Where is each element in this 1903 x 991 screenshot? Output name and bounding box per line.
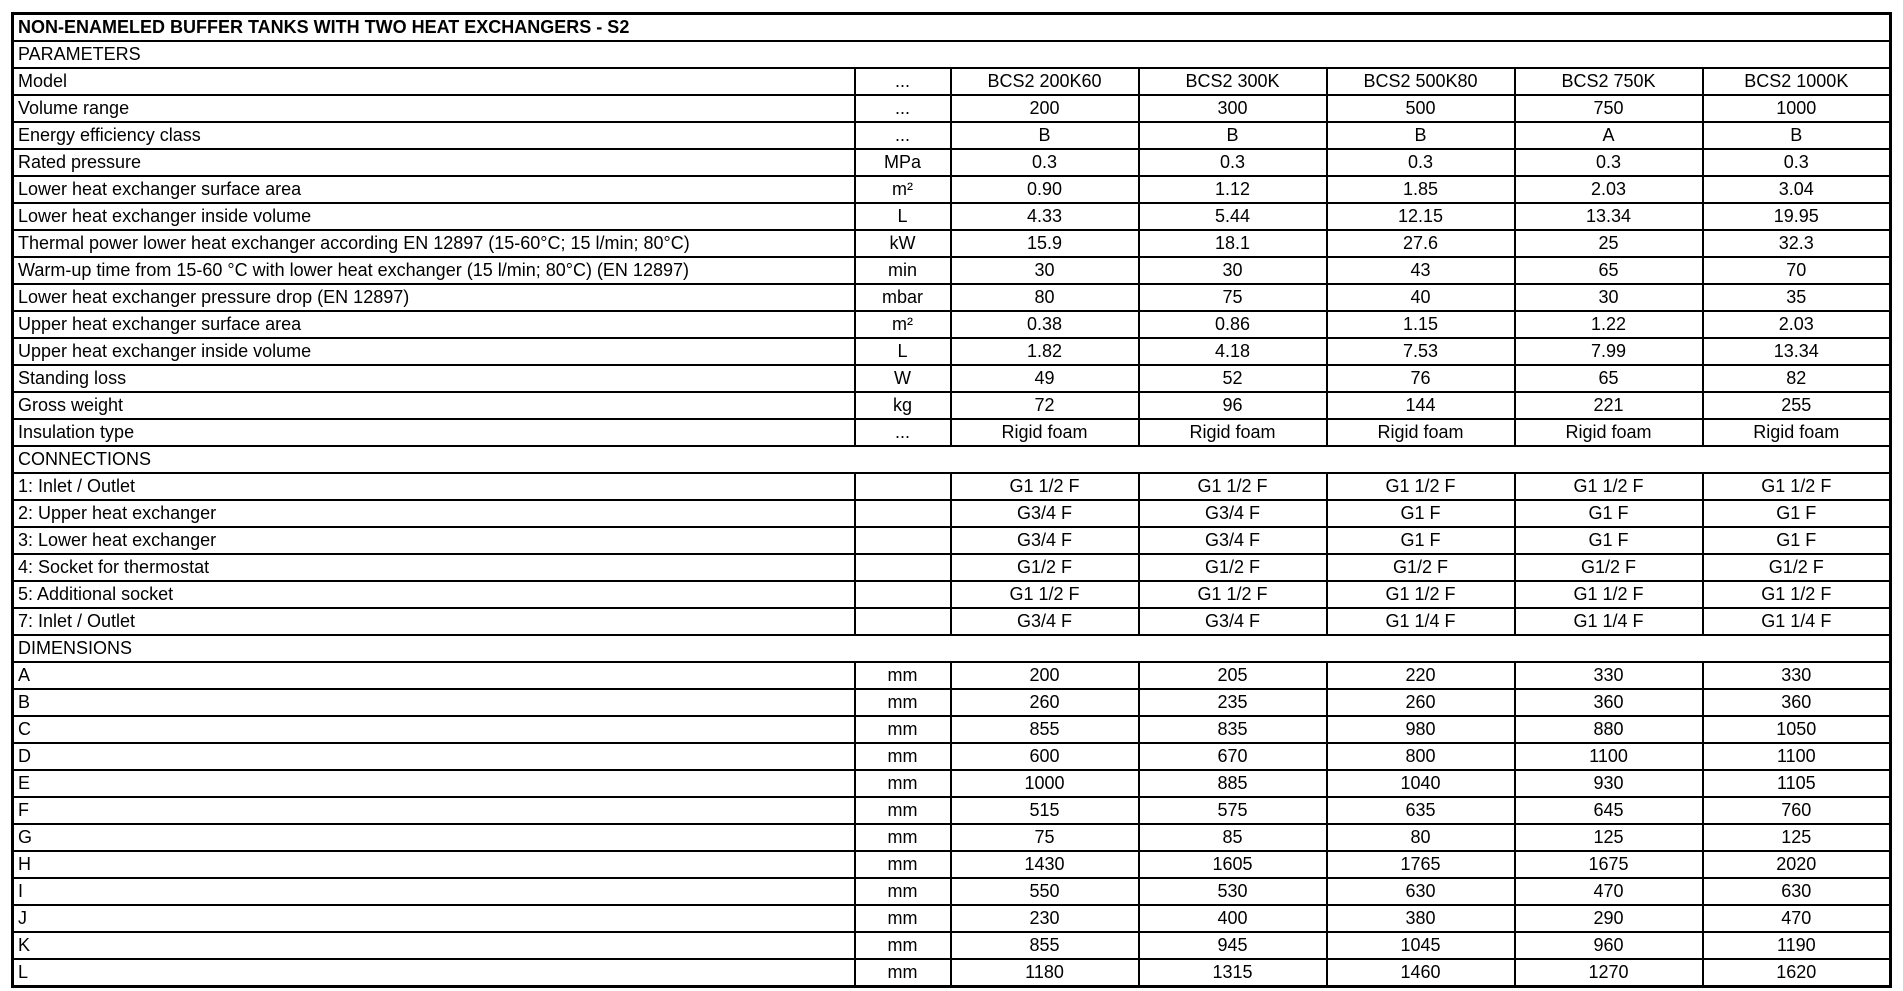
row-label: Upper heat exchanger inside volume <box>13 338 855 365</box>
row-value: 1190 <box>1703 932 1891 959</box>
row-unit: L <box>855 203 951 230</box>
row-value: 4.18 <box>1139 338 1327 365</box>
row-value: 645 <box>1515 797 1703 824</box>
row-value: BCS2 1000K <box>1703 68 1891 95</box>
row-value: BCS2 500K80 <box>1327 68 1515 95</box>
row-value: 2020 <box>1703 851 1891 878</box>
row-value: 945 <box>1139 932 1327 959</box>
row-value: 1045 <box>1327 932 1515 959</box>
row-unit <box>855 554 951 581</box>
row-value: G1 1/2 F <box>1515 473 1703 500</box>
row-value: 76 <box>1327 365 1515 392</box>
row-value: 35 <box>1703 284 1891 311</box>
row-value: BCS2 750K <box>1515 68 1703 95</box>
row-value: 330 <box>1515 662 1703 689</box>
row-value: 75 <box>1139 284 1327 311</box>
row-label: Energy efficiency class <box>13 122 855 149</box>
table-row <box>13 284 1891 311</box>
row-label: Lower heat exchanger surface area <box>13 176 855 203</box>
row-value: 255 <box>1703 392 1891 419</box>
row-value: 80 <box>951 284 1139 311</box>
table-row <box>13 338 1891 365</box>
row-unit: W <box>855 365 951 392</box>
row-value: 1620 <box>1703 959 1891 987</box>
row-unit: kg <box>855 392 951 419</box>
row-value: Rigid foam <box>1327 419 1515 446</box>
row-unit: mm <box>855 770 951 797</box>
row-value: G1 1/4 F <box>1327 608 1515 635</box>
row-unit: mm <box>855 662 951 689</box>
row-label: Rated pressure <box>13 149 855 176</box>
row-value: 1315 <box>1139 959 1327 987</box>
row-value: 52 <box>1139 365 1327 392</box>
row-label: Lower heat exchanger pressure drop (EN 12897) <box>13 284 855 311</box>
row-value: BCS2 300K <box>1139 68 1327 95</box>
section-header-row <box>13 635 1891 662</box>
row-value: 1105 <box>1703 770 1891 797</box>
row-unit: m² <box>855 311 951 338</box>
row-value: G1 1/2 F <box>1139 473 1327 500</box>
table-row <box>13 311 1891 338</box>
row-value: 2.03 <box>1703 311 1891 338</box>
row-label: Volume range <box>13 95 855 122</box>
row-label: Gross weight <box>13 392 855 419</box>
table-row <box>13 68 1891 95</box>
row-value: B <box>1139 122 1327 149</box>
row-label: Lower heat exchanger inside volume <box>13 203 855 230</box>
table-row <box>13 743 1891 770</box>
row-value: Rigid foam <box>951 419 1139 446</box>
section-header-connections: CONNECTIONS <box>13 446 1891 473</box>
row-label: A <box>13 662 855 689</box>
row-unit: ... <box>855 419 951 446</box>
row-value: 1.22 <box>1515 311 1703 338</box>
row-value: B <box>1327 122 1515 149</box>
row-value: G1 1/2 F <box>1327 581 1515 608</box>
row-label: 3: Lower heat exchanger <box>13 527 855 554</box>
row-value: G1 1/4 F <box>1515 608 1703 635</box>
row-value: 32.3 <box>1703 230 1891 257</box>
row-value: 630 <box>1327 878 1515 905</box>
row-label: 5: Additional socket <box>13 581 855 608</box>
row-value: G1 1/2 F <box>1139 581 1327 608</box>
row-unit: MPa <box>855 149 951 176</box>
row-unit: mm <box>855 851 951 878</box>
row-value: 1040 <box>1327 770 1515 797</box>
row-value: 0.3 <box>951 149 1139 176</box>
row-value: 4.33 <box>951 203 1139 230</box>
table-row <box>13 500 1891 527</box>
row-value: 2.03 <box>1515 176 1703 203</box>
row-value: 1.85 <box>1327 176 1515 203</box>
row-value: 82 <box>1703 365 1891 392</box>
row-unit: mm <box>855 905 951 932</box>
row-label: Upper heat exchanger surface area <box>13 311 855 338</box>
row-value: 13.34 <box>1703 338 1891 365</box>
row-unit <box>855 473 951 500</box>
row-value: G3/4 F <box>951 500 1139 527</box>
row-value: 125 <box>1515 824 1703 851</box>
row-value: 980 <box>1327 716 1515 743</box>
row-value: 43 <box>1327 257 1515 284</box>
row-value: 0.86 <box>1139 311 1327 338</box>
table-row <box>13 959 1891 987</box>
section-header-row <box>13 446 1891 473</box>
row-value: 515 <box>951 797 1139 824</box>
table-row <box>13 851 1891 878</box>
row-value: 0.38 <box>951 311 1139 338</box>
row-value: G1 1/2 F <box>951 473 1139 500</box>
table-row <box>13 797 1891 824</box>
table-title: NON-ENAMELED BUFFER TANKS WITH TWO HEAT EXCHANGERS - S2 <box>13 14 1891 42</box>
row-value: G1 F <box>1515 500 1703 527</box>
row-value: 380 <box>1327 905 1515 932</box>
table-row <box>13 392 1891 419</box>
row-value: 96 <box>1139 392 1327 419</box>
row-value: 0.3 <box>1139 149 1327 176</box>
section-header-row <box>13 41 1891 68</box>
row-label: B <box>13 689 855 716</box>
row-value: G1 F <box>1327 500 1515 527</box>
row-value: 600 <box>951 743 1139 770</box>
row-value: 880 <box>1515 716 1703 743</box>
row-value: 72 <box>951 392 1139 419</box>
row-value: 18.1 <box>1139 230 1327 257</box>
row-unit: mm <box>855 797 951 824</box>
table-row <box>13 554 1891 581</box>
row-label: 7: Inlet / Outlet <box>13 608 855 635</box>
row-value: B <box>1703 122 1891 149</box>
row-value: 1460 <box>1327 959 1515 987</box>
row-value: G3/4 F <box>1139 527 1327 554</box>
row-value: 300 <box>1139 95 1327 122</box>
row-value: 65 <box>1515 365 1703 392</box>
row-value: 360 <box>1703 689 1891 716</box>
row-unit: mm <box>855 959 951 987</box>
row-value: 1430 <box>951 851 1139 878</box>
row-label: D <box>13 743 855 770</box>
section-header-dimensions: DIMENSIONS <box>13 635 1891 662</box>
row-value: 3.04 <box>1703 176 1891 203</box>
row-value: 960 <box>1515 932 1703 959</box>
row-unit: m² <box>855 176 951 203</box>
table-row <box>13 770 1891 797</box>
row-value: Rigid foam <box>1515 419 1703 446</box>
row-label: F <box>13 797 855 824</box>
table-row <box>13 122 1891 149</box>
table-row <box>13 365 1891 392</box>
row-value: B <box>951 122 1139 149</box>
row-value: 470 <box>1703 905 1891 932</box>
row-value: 0.3 <box>1703 149 1891 176</box>
row-value: 360 <box>1515 689 1703 716</box>
row-label: L <box>13 959 855 987</box>
table-row <box>13 527 1891 554</box>
row-value: 1100 <box>1515 743 1703 770</box>
row-label: 2: Upper heat exchanger <box>13 500 855 527</box>
table-row <box>13 716 1891 743</box>
table-row <box>13 419 1891 446</box>
row-value: G3/4 F <box>951 527 1139 554</box>
row-value: 330 <box>1703 662 1891 689</box>
table-row <box>13 95 1891 122</box>
row-value: Rigid foam <box>1139 419 1327 446</box>
row-value: 1000 <box>1703 95 1891 122</box>
row-value: 230 <box>951 905 1139 932</box>
table-row <box>13 689 1891 716</box>
row-value: 0.3 <box>1327 149 1515 176</box>
table-row <box>13 932 1891 959</box>
row-value: BCS2 200K60 <box>951 68 1139 95</box>
row-value: G1 1/2 F <box>951 581 1139 608</box>
row-value: 25 <box>1515 230 1703 257</box>
row-value: 125 <box>1703 824 1891 851</box>
row-value: 930 <box>1515 770 1703 797</box>
row-unit <box>855 608 951 635</box>
row-value: 760 <box>1703 797 1891 824</box>
title-row <box>13 14 1891 42</box>
row-value: 835 <box>1139 716 1327 743</box>
row-value: 220 <box>1327 662 1515 689</box>
row-value: 80 <box>1327 824 1515 851</box>
row-value: 630 <box>1703 878 1891 905</box>
row-value: 30 <box>1139 257 1327 284</box>
row-value: 855 <box>951 716 1139 743</box>
row-label: I <box>13 878 855 905</box>
row-value: G1 1/2 F <box>1515 581 1703 608</box>
table-row <box>13 905 1891 932</box>
row-value: 1.82 <box>951 338 1139 365</box>
row-value: G1 1/2 F <box>1703 581 1891 608</box>
row-unit: ... <box>855 95 951 122</box>
row-unit <box>855 527 951 554</box>
row-label: Thermal power lower heat exchanger according EN 12897 (15-60°C; 15 l/min; 80°C) <box>13 230 855 257</box>
row-unit <box>855 581 951 608</box>
table-row <box>13 581 1891 608</box>
row-value: 200 <box>951 95 1139 122</box>
row-value: 0.90 <box>951 176 1139 203</box>
row-unit: mm <box>855 716 951 743</box>
row-value: 30 <box>951 257 1139 284</box>
row-unit: ... <box>855 68 951 95</box>
row-value: 575 <box>1139 797 1327 824</box>
row-label: C <box>13 716 855 743</box>
row-value: 800 <box>1327 743 1515 770</box>
row-value: G3/4 F <box>951 608 1139 635</box>
row-unit: mm <box>855 878 951 905</box>
row-value: 1765 <box>1327 851 1515 878</box>
row-value: 7.53 <box>1327 338 1515 365</box>
row-value: G3/4 F <box>1139 608 1327 635</box>
row-value: 1270 <box>1515 959 1703 987</box>
row-value: G1 F <box>1703 500 1891 527</box>
table-row <box>13 176 1891 203</box>
row-value: 400 <box>1139 905 1327 932</box>
row-value: 1100 <box>1703 743 1891 770</box>
row-value: 27.6 <box>1327 230 1515 257</box>
row-value: 750 <box>1515 95 1703 122</box>
row-label: Model <box>13 68 855 95</box>
row-value: 260 <box>1327 689 1515 716</box>
row-value: 85 <box>1139 824 1327 851</box>
row-value: 1675 <box>1515 851 1703 878</box>
table-row <box>13 149 1891 176</box>
row-unit: kW <box>855 230 951 257</box>
row-value: 5.44 <box>1139 203 1327 230</box>
spec-table <box>11 12 1892 988</box>
row-value: 205 <box>1139 662 1327 689</box>
row-value: G1/2 F <box>1327 554 1515 581</box>
row-unit: mm <box>855 689 951 716</box>
row-unit: mm <box>855 932 951 959</box>
row-unit: ... <box>855 122 951 149</box>
row-value: G1 F <box>1327 527 1515 554</box>
row-value: 15.9 <box>951 230 1139 257</box>
row-label: Standing loss <box>13 365 855 392</box>
row-value: 1050 <box>1703 716 1891 743</box>
table-row <box>13 878 1891 905</box>
row-unit: L <box>855 338 951 365</box>
row-value: 221 <box>1515 392 1703 419</box>
row-label: E <box>13 770 855 797</box>
row-value: 75 <box>951 824 1139 851</box>
row-unit <box>855 500 951 527</box>
row-value: 290 <box>1515 905 1703 932</box>
row-value: G1 1/4 F <box>1703 608 1891 635</box>
row-value: 260 <box>951 689 1139 716</box>
row-label: Warm-up time from 15-60 °C with lower heat exchanger (15 l/min; 80°C) (EN 12897) <box>13 257 855 284</box>
table-row <box>13 203 1891 230</box>
row-value: 855 <box>951 932 1139 959</box>
row-value: G1/2 F <box>1139 554 1327 581</box>
row-value: 1.15 <box>1327 311 1515 338</box>
row-value: 550 <box>951 878 1139 905</box>
row-value: Rigid foam <box>1703 419 1891 446</box>
row-value: 40 <box>1327 284 1515 311</box>
row-value: 1000 <box>951 770 1139 797</box>
section-header-parameters: PARAMETERS <box>13 41 1891 68</box>
row-value: G1 F <box>1515 527 1703 554</box>
row-value: 49 <box>951 365 1139 392</box>
row-value: 144 <box>1327 392 1515 419</box>
row-value: G1/2 F <box>1515 554 1703 581</box>
row-unit: mm <box>855 824 951 851</box>
row-value: 500 <box>1327 95 1515 122</box>
row-unit: mm <box>855 743 951 770</box>
row-value: G1 F <box>1703 527 1891 554</box>
row-value: 7.99 <box>1515 338 1703 365</box>
row-value: 470 <box>1515 878 1703 905</box>
row-value: 0.3 <box>1515 149 1703 176</box>
row-value: 530 <box>1139 878 1327 905</box>
row-value: 65 <box>1515 257 1703 284</box>
row-value: 1180 <box>951 959 1139 987</box>
table-row <box>13 824 1891 851</box>
table-row <box>13 608 1891 635</box>
row-label: G <box>13 824 855 851</box>
row-value: A <box>1515 122 1703 149</box>
row-value: 70 <box>1703 257 1891 284</box>
row-unit: mbar <box>855 284 951 311</box>
row-label: K <box>13 932 855 959</box>
row-unit: min <box>855 257 951 284</box>
row-value: 1605 <box>1139 851 1327 878</box>
table-row <box>13 662 1891 689</box>
row-value: 1.12 <box>1139 176 1327 203</box>
row-value: G1/2 F <box>951 554 1139 581</box>
row-label: Insulation type <box>13 419 855 446</box>
row-value: 13.34 <box>1515 203 1703 230</box>
row-value: 30 <box>1515 284 1703 311</box>
row-value: G3/4 F <box>1139 500 1327 527</box>
row-value: 635 <box>1327 797 1515 824</box>
row-value: 19.95 <box>1703 203 1891 230</box>
row-value: G1/2 F <box>1703 554 1891 581</box>
row-value: G1 1/2 F <box>1703 473 1891 500</box>
table-row <box>13 473 1891 500</box>
row-value: 235 <box>1139 689 1327 716</box>
table-row <box>13 257 1891 284</box>
row-value: 885 <box>1139 770 1327 797</box>
table-row <box>13 230 1891 257</box>
row-label: 4: Socket for thermostat <box>13 554 855 581</box>
row-value: 200 <box>951 662 1139 689</box>
row-value: 12.15 <box>1327 203 1515 230</box>
row-label: 1: Inlet / Outlet <box>13 473 855 500</box>
row-label: H <box>13 851 855 878</box>
row-label: J <box>13 905 855 932</box>
row-value: G1 1/2 F <box>1327 473 1515 500</box>
row-value: 670 <box>1139 743 1327 770</box>
